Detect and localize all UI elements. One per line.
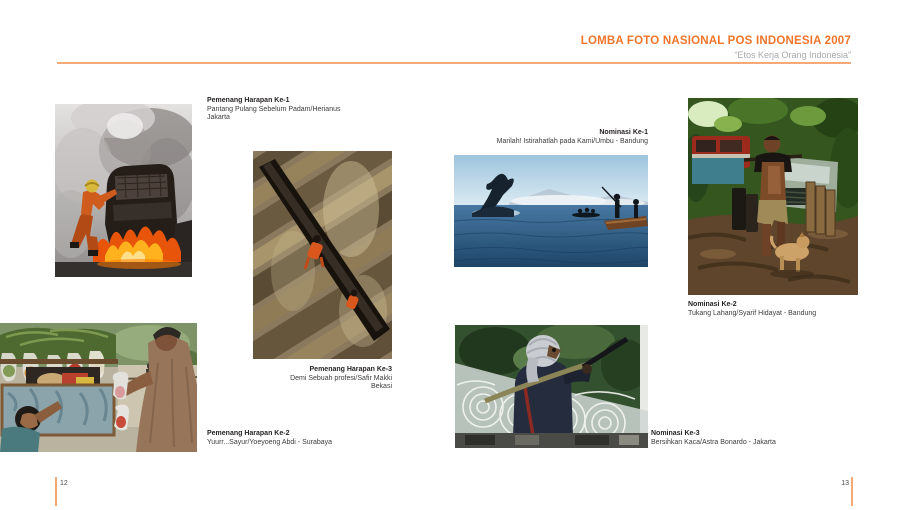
page-number-tick-left — [55, 477, 57, 506]
page-subtitle: “Etos Kerja Orang Indonesia” — [734, 50, 851, 60]
award-label: Pemenang Harapan Ke-1 — [207, 97, 290, 104]
page-title: LOMBA FOTO NASIONAL POS INDONESIA 2007 — [580, 35, 851, 47]
award-label: Nominasi Ke-3 — [651, 430, 700, 437]
photo-title: Pantang Pulang Sebelum Padam/Herianus — [207, 105, 341, 113]
photo-bersihkan-kaca — [455, 325, 648, 448]
award-label: Nominasi Ke-1 — [599, 129, 648, 136]
caption-nominasi-3 — [651, 430, 776, 447]
page-number-tick-right — [851, 477, 853, 506]
photo-location: Bekasi — [370, 383, 392, 390]
photo-title: Yuurr...Sayur/Yoeyoeng Abdi - Surabaya — [207, 438, 333, 446]
photo-title: Bersihkan Kaca/Astra Bonardo - Jakarta — [651, 438, 776, 446]
photo-location: Jakarta — [207, 114, 230, 121]
photo-title: Tukang Lahang/Syarif Hidayat - Bandung — [688, 309, 817, 317]
header-rule — [57, 62, 851, 64]
award-label: Nominasi Ke-2 — [688, 301, 737, 308]
photo-marilah-istirahatlah — [454, 155, 648, 267]
page-number-right: 13 — [841, 480, 849, 487]
page-number-left: 12 — [60, 480, 68, 487]
caption-harapan-3 — [290, 366, 392, 392]
photo-pantang-pulang-sebelum-padam — [55, 104, 192, 277]
photo-yuurr-sayur — [0, 323, 197, 452]
caption-nominasi-1 — [497, 129, 648, 146]
photo-title: Demi Sebuah profesi/Safir Makki — [290, 374, 392, 382]
photo-title: Marilah! Istirahatlah pada Kami/Umbu - Bandung — [496, 137, 648, 145]
photo-tukang-lahang — [688, 98, 858, 295]
caption-harapan-2 — [207, 430, 332, 447]
caption-harapan-1 — [207, 97, 340, 123]
award-label: Pemenang Harapan Ke-3 — [309, 366, 392, 373]
caption-nominasi-2 — [688, 301, 816, 318]
photo-demi-sebuah-profesi — [253, 151, 392, 359]
award-label: Pemenang Harapan Ke-2 — [207, 430, 290, 437]
